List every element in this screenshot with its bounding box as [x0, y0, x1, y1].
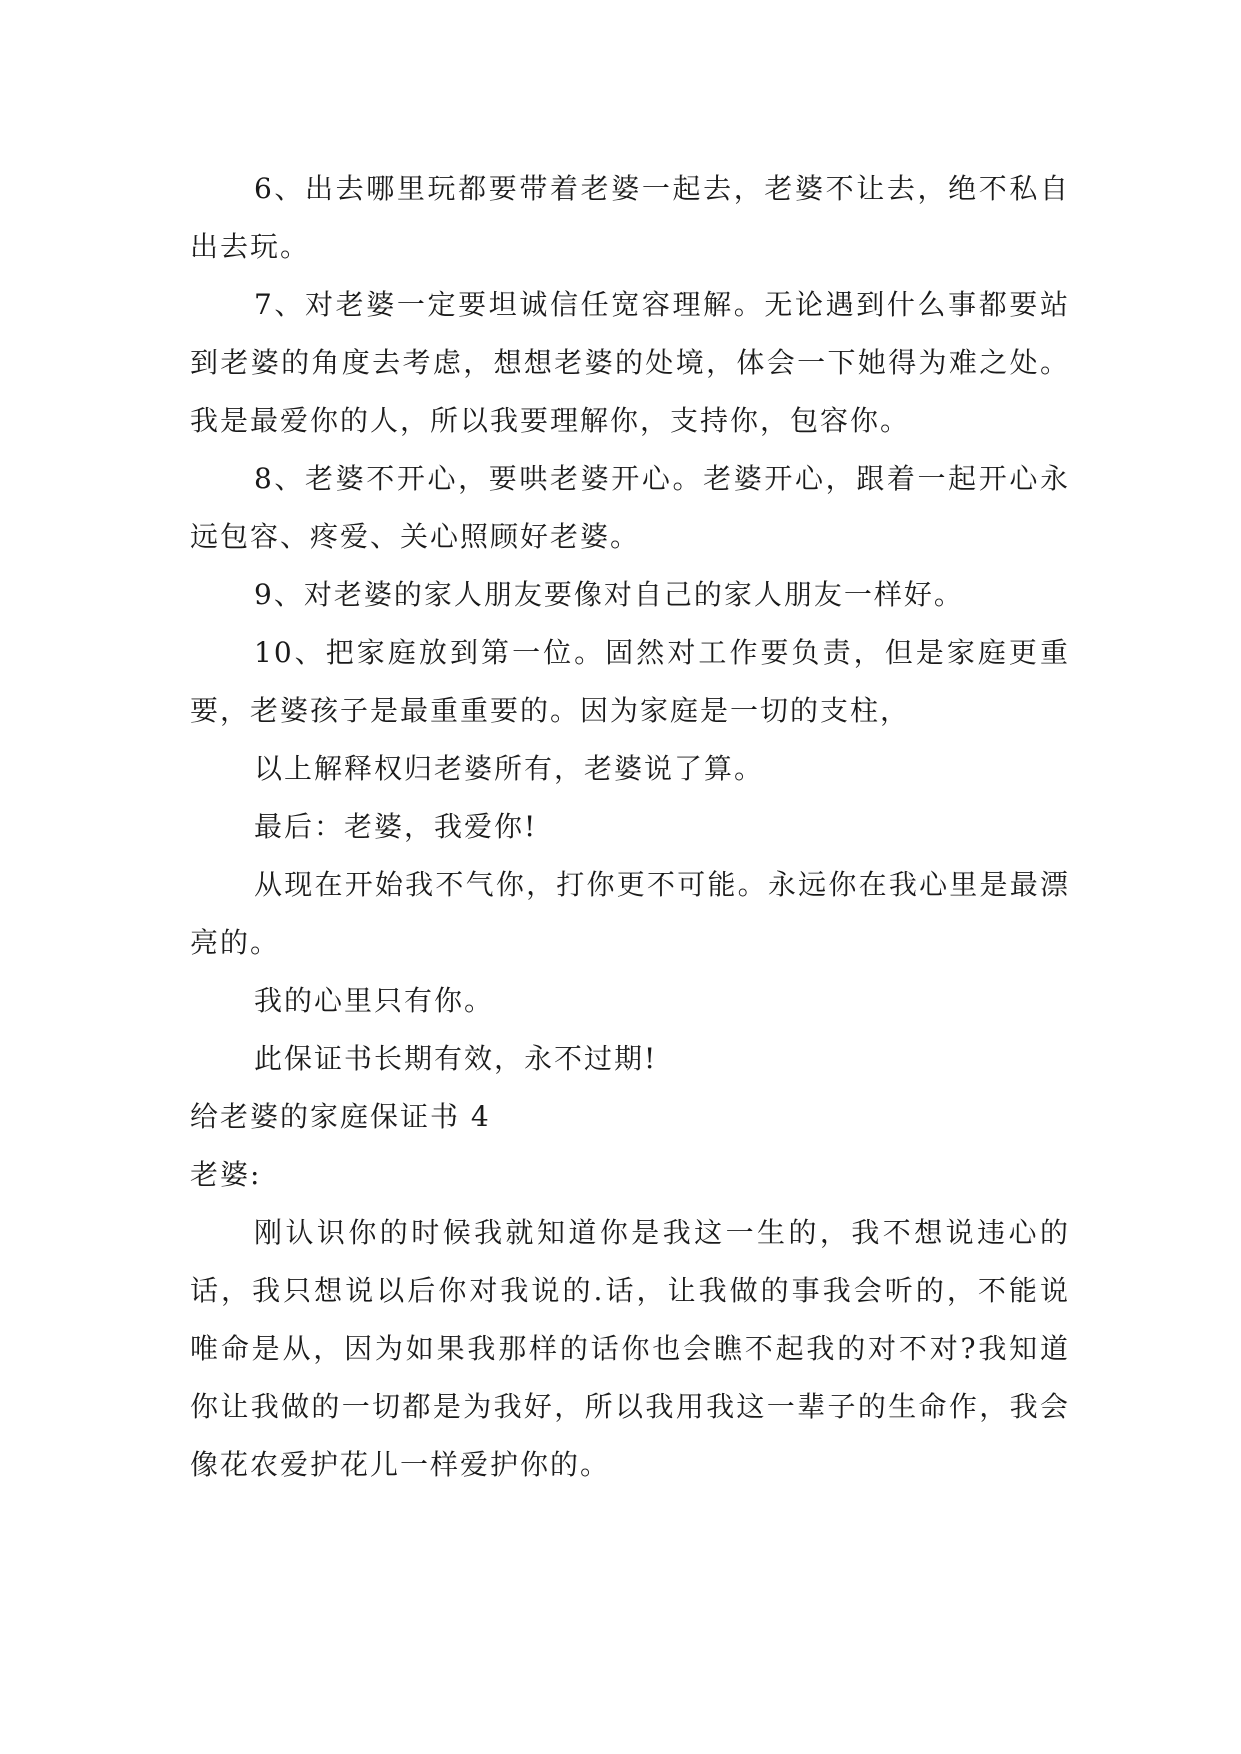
section-title: 给老婆的家庭保证书 4	[190, 1100, 491, 1133]
paragraph-heart: 我的心里只有你。	[254, 984, 495, 1017]
paragraph-item-8: 8、老婆不开心，要哄老婆开心。老婆开心，跟着一起开心永远包容、疼爱、关心照顾好老婆。	[190, 462, 1070, 553]
salutation: 老婆:	[190, 1158, 262, 1191]
paragraph-item-9: 9、对老婆的家人朋友要像对自己的家人朋友一样好。	[254, 578, 964, 611]
paragraph-promise: 从现在开始我不气你，打你更不可能。永远你在我心里是最漂亮的。	[190, 868, 1070, 959]
paragraph-interpretation: 以上解释权归老婆所有，老婆说了算。	[254, 752, 765, 785]
paragraph-final: 最后：老婆，我爱你!	[254, 810, 538, 843]
paragraph-item-10: 10、把家庭放到第一位。固然对工作要负责，但是家庭更重要，老婆孩子是最重重要的。因为家庭是一切的支柱，	[190, 636, 1070, 727]
paragraph-validity: 此保证书长期有效，永不过期!	[254, 1042, 658, 1075]
document-body	[190, 160, 1070, 1494]
paragraph-item-7: 7、对老婆一定要坦诚信任宽容理解。无论遇到什么事都要站到老婆的角度去考虑，想想老婆的处境，体会一下她得为难之处。我是最爱你的人，所以我要理解你，支持你，包容你。	[190, 288, 1070, 437]
paragraph-item-6: 6、出去哪里玩都要带着老婆一起去，老婆不让去，绝不私自出去玩。	[190, 172, 1070, 263]
body-paragraph: 刚认识你的时候我就知道你是我这一生的，我不想说违心的话，我只想说以后你对我说的.话，让我做的事我会听的，不能说唯命是从，因为如果我那样的话你也会瞧不起我的对不对?我知道你让我做的一切都是为我好，所以我用我这一辈子的生命作，我会像花农爱护花儿一样爱护你的。	[190, 1216, 1070, 1481]
